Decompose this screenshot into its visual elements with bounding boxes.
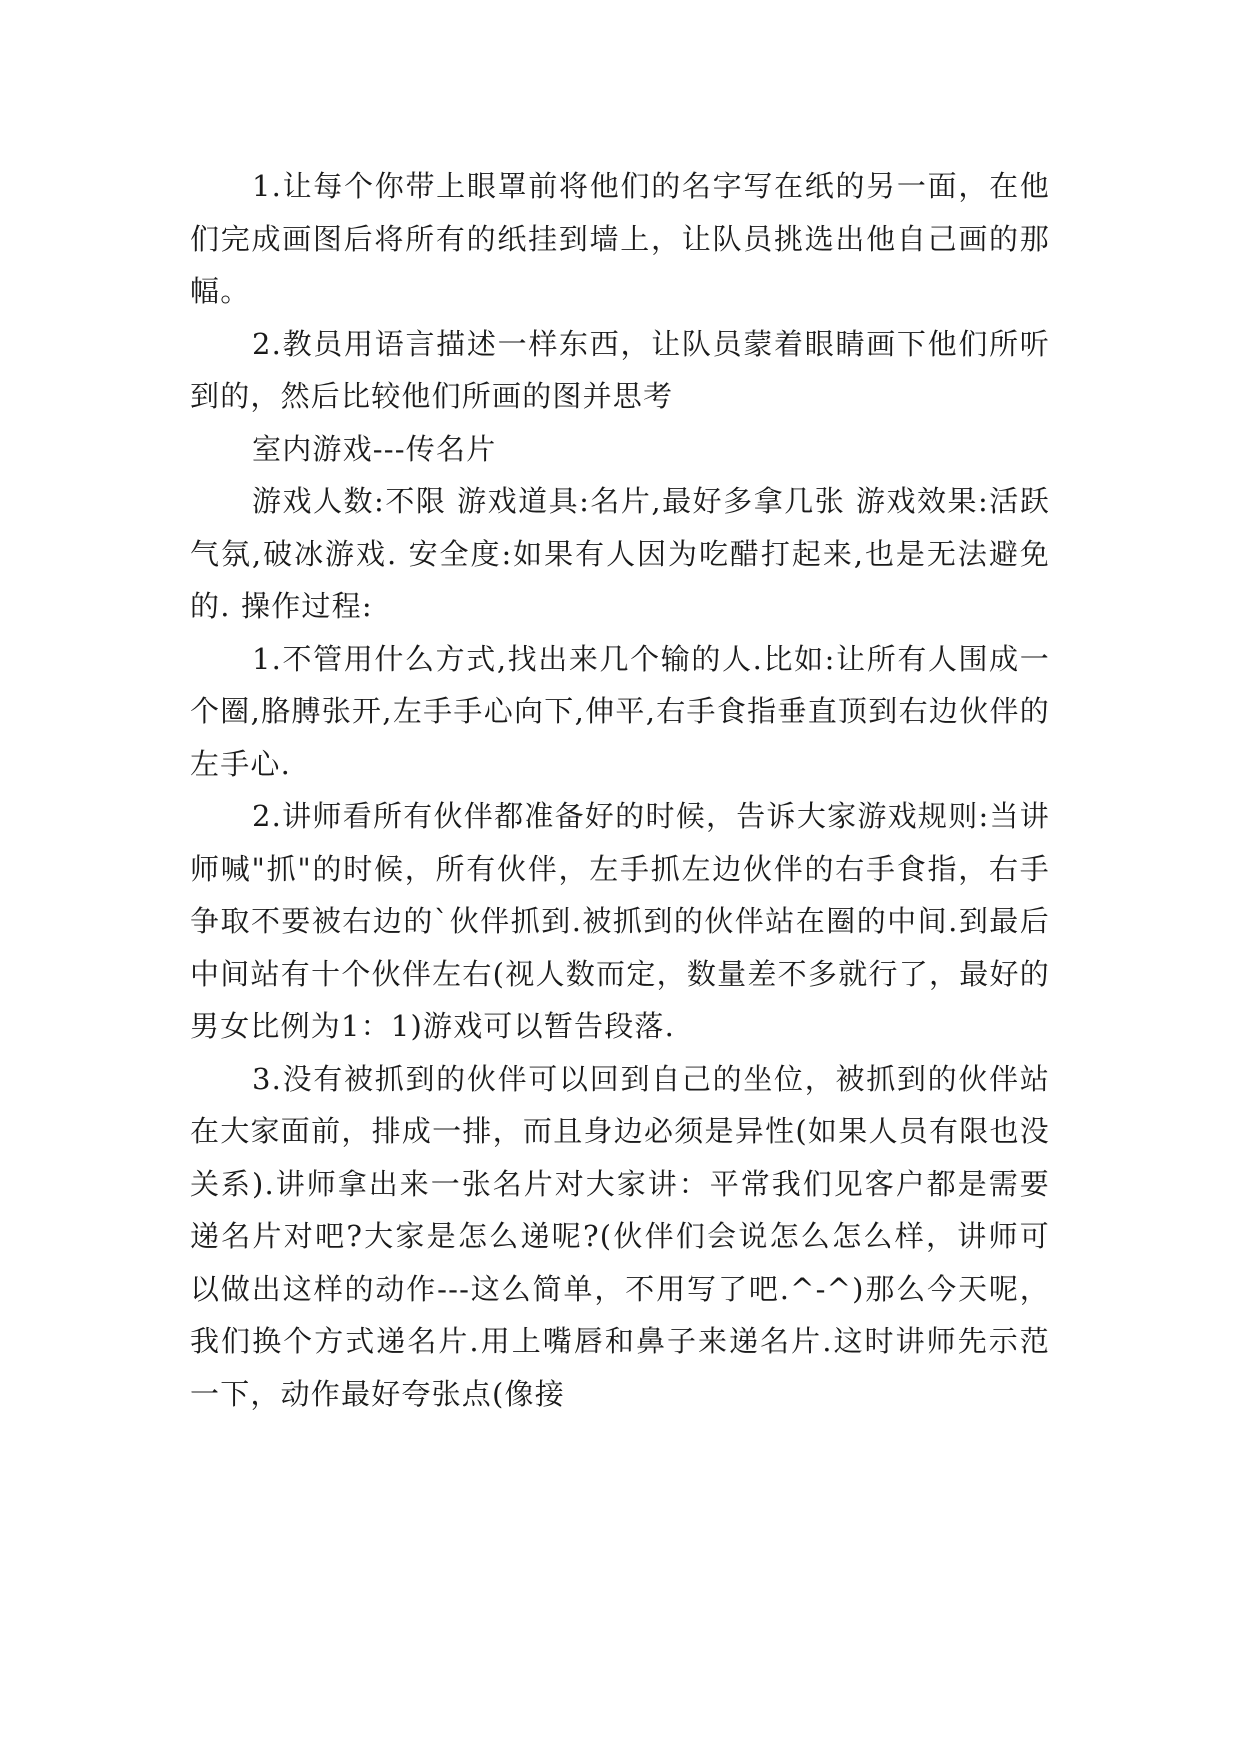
paragraph-game-info: 游戏人数:不限 游戏道具:名片,最好多拿几张 游戏效果:活跃气氛,破冰游戏. 安全度:如果有人因为吃醋打起来,也是无法避免的. 操作过程:: [190, 484, 1050, 623]
paragraph-2: 2.教员用语言描述一样东西，让队员蒙着眼睛画下他们所听到的，然后比较他们所画的图并思考: [190, 326, 1050, 413]
section-heading: 室内游戏---传名片: [252, 431, 497, 466]
paragraph-step-2: 2.讲师看所有伙伴都准备好的时候，告诉大家游戏规则:当讲师喊"抓"的时候，所有伙伴，左手抓左边伙伴的右手食指，右手争取不要被右边的`伙伴抓到.被抓到的伙伴站在圈的中间.到最后中间站有十个伙伴左右(视人数而定，数量差不多就行了，最好的男女比例为1：1)游戏可以暂告段落.: [190, 799, 1050, 1043]
paragraph-step-1: 1.不管用什么方式,找出来几个输的人.比如:让所有人围成一个圈,胳膊张开,左手手心向下,伸平,右手食指垂直顶到右边伙伴的左手心.: [190, 641, 1050, 781]
paragraph-1: 1.让每个你带上眼罩前将他们的名字写在纸的另一面，在他们完成画图后将所有的纸挂到墙上，让队员挑选出他自己画的那幅。: [190, 169, 1050, 308]
paragraph-step-3: 3.没有被抓到的伙伴可以回到自己的坐位，被抓到的伙伴站在大家面前，排成一排，而且身边必须是异性(如果人员有限也没关系).讲师拿出来一张名片对大家讲：平常我们见客户都是需要递名片对吧?大家是怎么递呢?(伙伴们会说怎么怎么样，讲师可以做出这样的动作---这么简单，不用写了吧.^-^)那么今天呢，我们换个方式递名片.用上嘴唇和鼻子来递名片.这时讲师先示范一下，动作最好夸张点(像接: [190, 1061, 1050, 1411]
document-page: [190, 160, 1050, 1420]
